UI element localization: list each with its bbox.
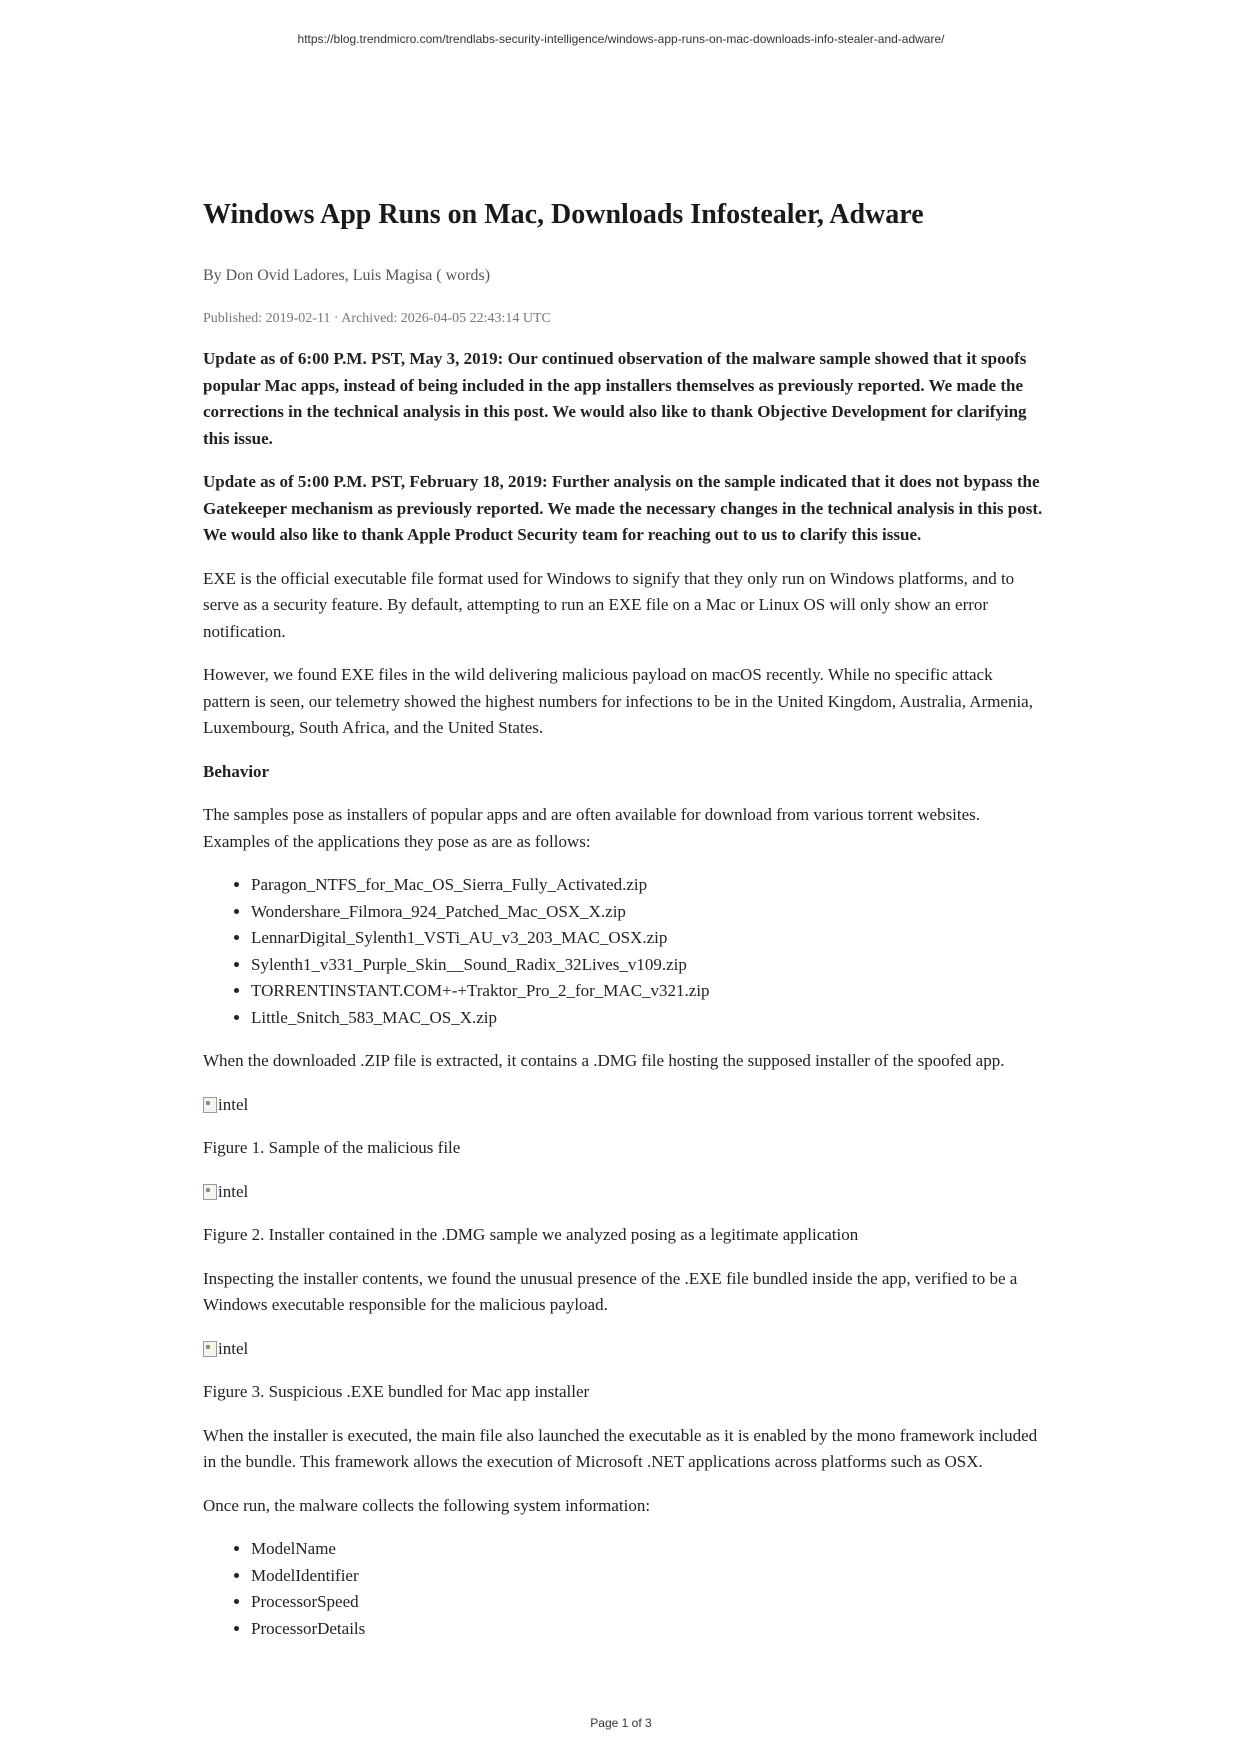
article-byline: By Don Ovid Ladores, Luis Magisa ( words) bbox=[203, 267, 491, 284]
list-item: • Paragon_NTFS_for_Mac_OS_Sierra_Fully_Activated.zip bbox=[251, 872, 1043, 899]
list-item: • ModelIdentifier bbox=[251, 1563, 1043, 1590]
paragraph-zip-extracted: When the downloaded .ZIP file is extracted, it contains a .DMG file hosting the supposed installer of the spoofed app. bbox=[203, 1051, 1005, 1070]
article bbox=[203, 194, 1043, 1659]
image-alt-text: intel bbox=[218, 1181, 249, 1201]
section-heading-behavior: Behavior bbox=[203, 761, 270, 781]
figure-2-image bbox=[203, 1179, 1043, 1206]
update-note-may: Update as of 6:00 P.M. PST, May 3, 2019: Our continued observation of the malware sample showed that it spoofs popular Mac apps, instead of being included in the app installers themselves as previously reported. We made the corrections in the technical analysis in this post. We would also like to thank Objective Development for clarifying this issue. bbox=[203, 349, 1027, 448]
paragraph-exe-intro: EXE is the official executable file format used for Windows to signify that they only run on Windows platforms, and to serve as a security feature. By default, attempting to run an EXE file on a Mac or Linux OS will only show an error notification. bbox=[203, 568, 1015, 641]
list-item: • ModelName bbox=[251, 1536, 1043, 1563]
figure-3-image bbox=[203, 1336, 1043, 1363]
broken-image-icon bbox=[203, 1097, 217, 1113]
image-alt-text: intel bbox=[218, 1094, 249, 1114]
page-url: https://blog.trendmicro.com/trendlabs-security-intelligence/windows-app-runs-on-mac-downloads-info-stealer-and-adware/ bbox=[297, 32, 945, 46]
page-number: Page 1 of 3 bbox=[590, 1716, 652, 1730]
sysinfo-list bbox=[203, 1536, 1043, 1642]
image-alt-text: intel bbox=[218, 1338, 249, 1358]
list-item: • Wondershare_Filmora_924_Patched_Mac_OSX_X.zip bbox=[251, 899, 1043, 926]
figure-1-image bbox=[203, 1092, 1043, 1119]
article-dates: Published: 2019-02-11 · Archived: 2026-04-05 22:43:14 UTC bbox=[203, 311, 551, 326]
list-item: • ProcessorSpeed bbox=[251, 1589, 1043, 1616]
figure-2-caption: Figure 2. Installer contained in the .DMG sample we analyzed posing as a legitimate application bbox=[203, 1225, 859, 1244]
figure-1-caption: Figure 1. Sample of the malicious file bbox=[203, 1138, 461, 1157]
list-item: • ProcessorDetails bbox=[251, 1616, 1043, 1643]
list-item: • Sylenth1_v331_Purple_Skin__Sound_Radix_32Lives_v109.zip bbox=[251, 952, 1043, 979]
paragraph-system-info: Once run, the malware collects the following system information: bbox=[203, 1495, 651, 1515]
broken-image-icon bbox=[203, 1184, 217, 1200]
list-item: • Little_Snitch_583_MAC_OS_X.zip bbox=[251, 1005, 1043, 1032]
update-note-february: Update as of 5:00 P.M. PST, February 18, 2019: Further analysis on the sample indicated that it does not bypass the Gatekeeper mechanism as previously reported. We made the necessary changes in the technical analysis in this post. We would also like to thank Apple Product Security team for reaching out to us to clarify this issue. bbox=[203, 472, 1043, 544]
app-list bbox=[203, 872, 1043, 1031]
list-item: • TORRENTINSTANT.COM+-+Traktor_Pro_2_for_MAC_v321.zip bbox=[251, 978, 1043, 1005]
list-item: • LennarDigital_Sylenth1_VSTi_AU_v3_203_MAC_OSX.zip bbox=[251, 925, 1043, 952]
article-title: Windows App Runs on Mac, Downloads Infostealer, Adware bbox=[203, 199, 924, 230]
broken-image-icon bbox=[203, 1341, 217, 1357]
paragraph-wild-infections: However, we found EXE files in the wild delivering malicious payload on macOS recently. While no specific attack pattern is seen, our telemetry showed the highest numbers for infections to be in the United Kingdom, Australia, Armenia, Luxembourg, South Africa, and the United States. bbox=[203, 665, 1033, 737]
paragraph-samples: The samples pose as installers of popular apps and are often available for download from various torrent websites. Examples of the applications they pose as are as follows: bbox=[203, 805, 981, 851]
paragraph-mono-framework: When the installer is executed, the main file also launched the executable as it is enabled by the mono framework included in the bundle. This framework allows the execution of Microsoft .NET applications across platforms such as OSX. bbox=[203, 1425, 1038, 1471]
figure-3-caption: Figure 3. Suspicious .EXE bundled for Mac app installer bbox=[203, 1382, 590, 1401]
paragraph-installer-contents: Inspecting the installer contents, we found the unusual presence of the .EXE file bundled inside the app, verified to be a Windows executable responsible for the malicious payload. bbox=[203, 1268, 1018, 1314]
